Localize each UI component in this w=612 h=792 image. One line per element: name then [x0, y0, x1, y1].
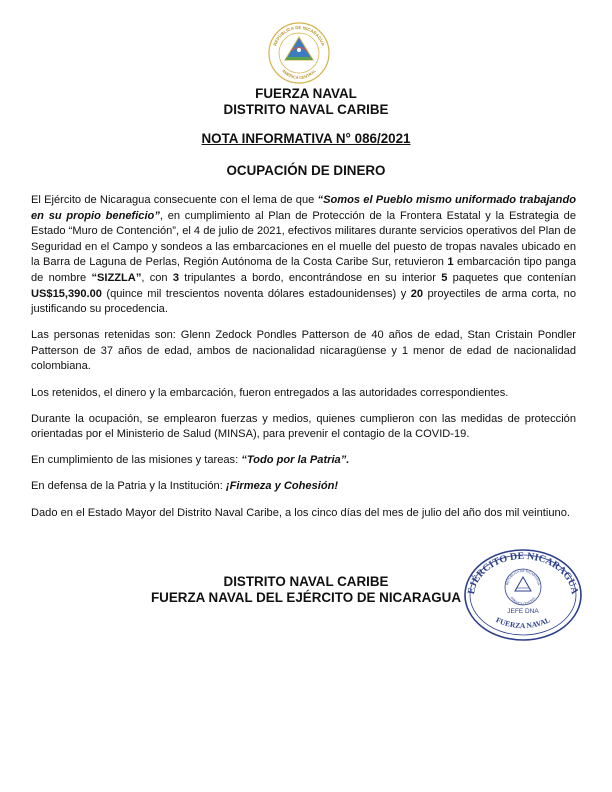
official-stamp-seal	[462, 547, 584, 643]
stamp-outer-bottom-text: FUERZA NAVAL	[494, 615, 552, 631]
paragraph-1: El Ejército de Nicaragua consecuente con el lema de que “Somos el Pueblo mismo uniformado trabajando en su propio beneficio”, en cumplimiento al Plan de Protección de la Frontera Estatal y la Estrategia de Estado “Muro de Contención”, el 4 de julio de 2021, efectivos militares durante servicios operativos del Plan de Seguridad en el Campo y sondeos a las embarcaciones en el muelle del puesto de tropas navales ubicado en la Barra de Laguna de Perlas, Región Autónoma de la Costa Caribe Sur, retuvieron 1 embarcación tipo panga de nombre “SIZZLA”, con 3 tripulantes a bordo, encontrándose en su interior 5 paquetes que contenían US$15,390.00 (quince mil trescientos noventa dólares estadounidenses) y 20 proyectiles de arma corta, no justificando su procedencia.	[31, 194, 577, 316]
paragraph-7: Dado en el Estado Mayor del Distrito Naval Caribe, a los cinco días del mes de julio del año dos mil veintiuno.	[31, 506, 570, 519]
paragraph-4: Durante la ocupación, se emplearon fuerzas y medios, quienes cumplieron con las medidas de protección orientadas por el Ministerio de Salud (MINSA), para prevenir el contagio de la COVID-19.	[31, 412, 576, 441]
emblem-ring-top-text: REPUBLICA DE NICARAGUA	[272, 24, 326, 47]
paragraph-6: En defensa de la Patria y la Institución: ¡Firmeza y Cohesión!	[31, 480, 339, 493]
signature-line-2: FUERZA NAVAL DEL EJÉRCITO DE NICARAGUA	[151, 590, 461, 605]
svg-text:AMERICA CENTRAL	[510, 596, 537, 606]
paragraph-2: Las personas retenidas son: Glenn Zedock Pondles Patterson de 40 años de edad, Stan Cristain Pondler Patterson de 37 años de edad, ambos de nacionalidad nicaragüense y 1 menor de edad de nacionalidad colombiana.	[31, 329, 576, 373]
signature-line-1: DISTRITO NAVAL CARIBE	[223, 574, 389, 589]
svg-text:FUERZA NAVAL	[495, 615, 552, 630]
document-body	[31, 193, 576, 532]
svg-text:EJÉRCITO DE NICARAGUA	[466, 551, 580, 596]
stamp-outer-top-text: EJÉRCITO DE NICARAGUA	[466, 550, 580, 596]
stamp-inner-top-text: REPUBLICA DE NICARAGUA	[505, 568, 541, 586]
header-line-2: DISTRITO NAVAL CARIBE	[223, 102, 389, 117]
stamp-inner-bottom-text: AMERICA CENTRAL	[509, 595, 537, 607]
svg-text:AMERICA CENTRAL	[281, 68, 317, 80]
document-title: OCUPACIÓN DE DINERO	[226, 163, 386, 178]
paragraph-5: En cumplimiento de las misiones y tareas: “Todo por la Patria”.	[31, 454, 350, 467]
stamp-center-text: JEFE DNA	[507, 608, 539, 615]
note-number: NOTA INFORMATIVA N° 086/2021	[201, 131, 411, 146]
emblem-ring-bottom-text: AMERICA CENTRAL	[281, 68, 317, 81]
coat-of-arms-emblem	[266, 20, 332, 86]
header-line-1: FUERZA NAVAL	[255, 86, 357, 101]
paragraph-3: Los retenidos, el dinero y la embarcación, fueron entregados a las autoridades correspondientes.	[31, 386, 509, 399]
